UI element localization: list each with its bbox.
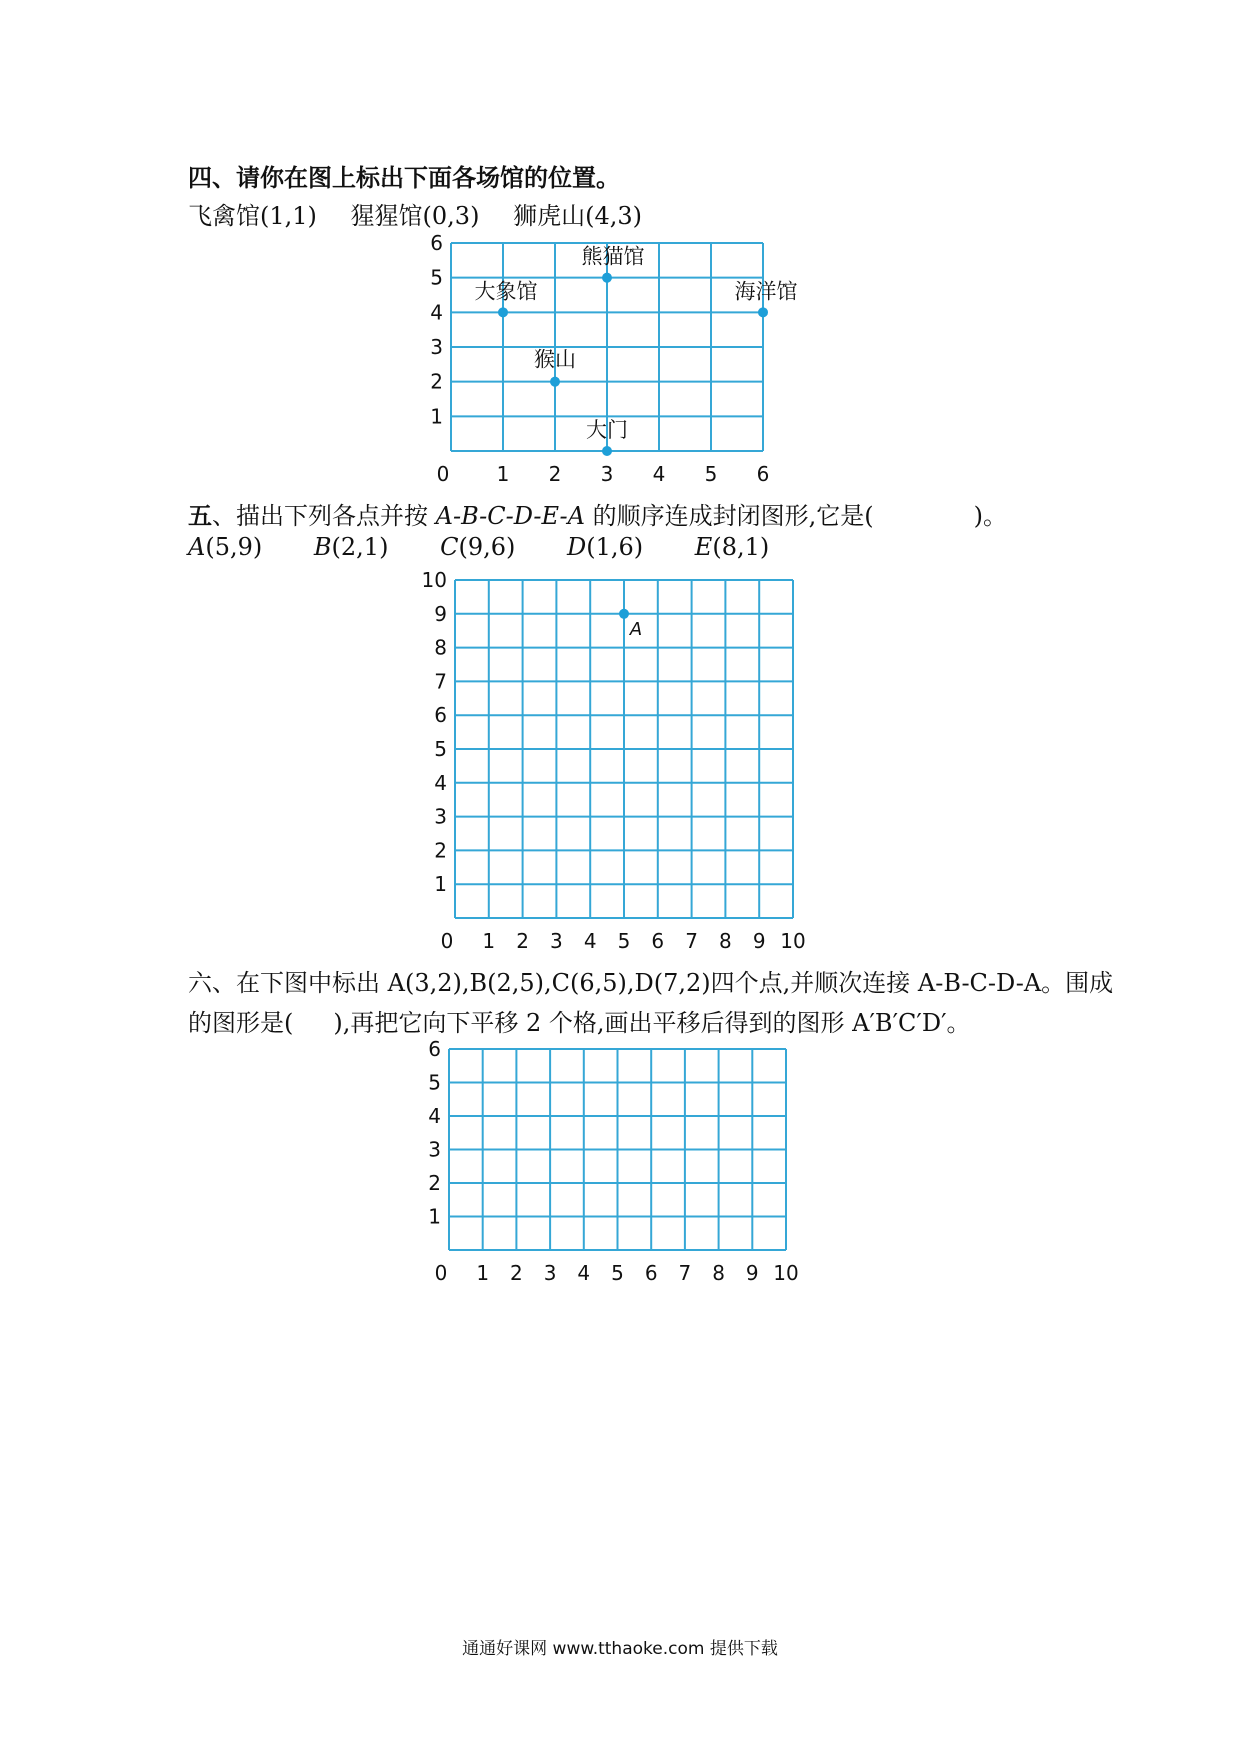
point-item: C(9,6) xyxy=(440,533,516,561)
y-tick-label: 9 xyxy=(434,601,447,626)
point-item: E(8,1) xyxy=(694,533,770,561)
point-label: 海洋馆 xyxy=(734,279,798,304)
y-tick-label: 6 xyxy=(428,1037,441,1061)
x-tick-label: 6 xyxy=(651,929,665,953)
x-tick-label: 10 xyxy=(773,1261,799,1285)
footer: 通通好课网 www.tthaoke.com 提供下载 xyxy=(462,1639,778,1659)
point-label: 猴山 xyxy=(534,347,576,372)
y-tick-label: 6 xyxy=(430,231,443,255)
section5-title-post: 的顺序连成封闭图形,它是( xyxy=(584,502,874,530)
x-tick-label: 1 xyxy=(476,1261,490,1285)
venue-item: 飞禽馆(1,1) xyxy=(188,202,317,230)
x-tick-label: 0 xyxy=(436,462,450,486)
y-tick-label: 1 xyxy=(428,1204,441,1229)
x-tick-label: 6 xyxy=(756,462,770,486)
x-tick-label: 8 xyxy=(712,1261,725,1285)
point-label: 大门 xyxy=(586,418,628,442)
x-tick-label: 0 xyxy=(434,1261,448,1285)
y-tick-label: 8 xyxy=(434,635,447,660)
x-tick-label: 3 xyxy=(600,462,614,486)
x-tick-label: 0 xyxy=(440,929,454,953)
x-tick-label: 3 xyxy=(543,1261,557,1285)
x-tick-label: 7 xyxy=(685,929,698,953)
point-item: D(1,6) xyxy=(567,533,644,561)
point-label: 熊猫馆 xyxy=(581,244,645,269)
section5-number: 五 xyxy=(188,502,212,530)
x-tick-label: 6 xyxy=(644,1261,658,1285)
x-tick-label: 4 xyxy=(577,1261,591,1285)
y-tick-label: 4 xyxy=(430,300,443,325)
point-label: 大象馆 xyxy=(474,279,538,304)
y-tick-label: 5 xyxy=(428,1070,441,1095)
x-tick-label: 4 xyxy=(652,462,666,486)
point-item: B(2,1) xyxy=(313,533,389,561)
x-tick-label: 7 xyxy=(678,1261,692,1285)
y-tick-label: 1 xyxy=(430,404,443,429)
x-tick-label: 4 xyxy=(583,929,597,953)
x-tick-label: 1 xyxy=(482,929,496,953)
section6-line2-pre: 的图形是( xyxy=(188,1009,294,1037)
section5-title-pre: 、描出下列各点并按 xyxy=(212,502,436,530)
y-tick-label: 4 xyxy=(428,1104,441,1128)
x-tick-label: 1 xyxy=(496,462,510,486)
y-tick-label: 1 xyxy=(434,872,447,897)
y-tick-label: 5 xyxy=(434,737,447,761)
section6-line1: 六、在下图中标出 A(3,2),B(2,5),C(6,5),D(7,2)四个点,并顺次连接 A-B-C-D-A。围成 xyxy=(188,969,1114,997)
y-tick-label: 4 xyxy=(434,770,447,795)
point-label: A xyxy=(629,618,643,640)
x-tick-label: 2 xyxy=(510,1261,523,1285)
y-tick-label: 3 xyxy=(434,804,447,829)
y-tick-label: 6 xyxy=(434,703,447,728)
x-tick-label: 5 xyxy=(611,1261,624,1285)
point-item: A(5,9) xyxy=(188,533,263,561)
venue-item: 狮虎山(4,3) xyxy=(513,202,642,230)
section6-line2-post: ),再把它向下平移 2 个格,画出平移后得到的图形 A′B′C′D′。 xyxy=(333,1009,971,1037)
x-tick-label: 9 xyxy=(752,929,766,953)
x-tick-label: 2 xyxy=(548,462,562,486)
y-tick-label: 10 xyxy=(421,568,447,592)
x-tick-label: 5 xyxy=(617,929,631,953)
y-tick-label: 2 xyxy=(434,838,447,863)
y-tick-label: 7 xyxy=(434,669,447,694)
venue-item: 猩猩馆(0,3) xyxy=(350,202,480,230)
y-tick-label: 3 xyxy=(428,1137,441,1162)
y-tick-label: 3 xyxy=(430,335,443,359)
section5-title-end: )。 xyxy=(973,502,1007,530)
x-tick-label: 3 xyxy=(550,929,563,953)
y-tick-label: 5 xyxy=(430,265,443,290)
section5-sequence: A-B-C-D-E-A xyxy=(435,502,585,530)
x-tick-label: 8 xyxy=(719,929,732,953)
x-tick-label: 9 xyxy=(745,1261,759,1285)
section4-title: 四、请你在图上标出下面各场馆的位置。 xyxy=(188,164,620,192)
x-tick-label: 5 xyxy=(704,462,718,486)
x-tick-label: 2 xyxy=(516,929,529,953)
y-tick-label: 2 xyxy=(428,1171,441,1195)
x-tick-label: 10 xyxy=(780,929,806,953)
y-tick-label: 2 xyxy=(430,369,443,394)
